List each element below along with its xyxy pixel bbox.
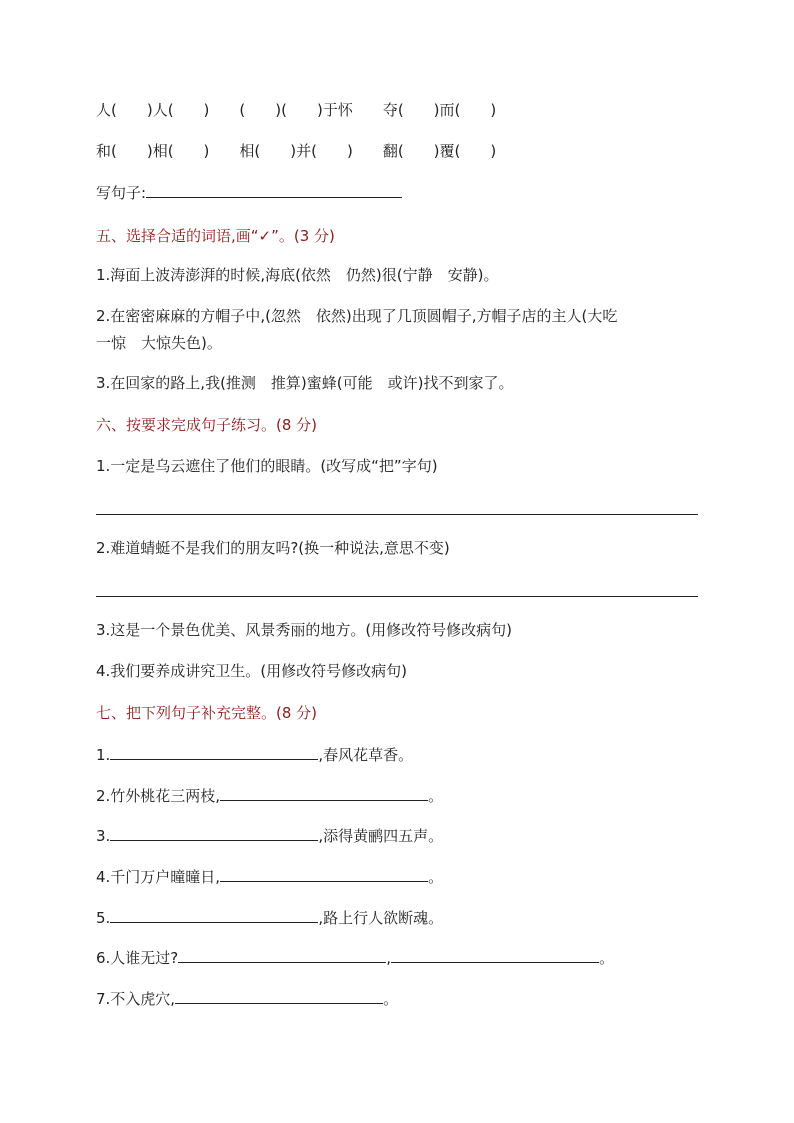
fill-blank[interactable] [175, 988, 383, 1004]
question-text: 7.不入虎穴, [96, 990, 176, 1008]
fill-blank[interactable] [178, 947, 386, 963]
question-text: 4.千门万户曈曈日, [96, 868, 221, 886]
section-5-title-score: ”。(3 分) [271, 227, 335, 245]
question-end: 。 [383, 990, 399, 1008]
section-5-question-1: 1.海面上波涛澎湃的时候,海底(依然 仍然)很(宁静 安静)。 [96, 266, 499, 284]
section-6-title: 六、按要求完成句子练习。(8 分) [96, 416, 318, 434]
write-sentence-row [96, 182, 402, 203]
section-7-question-3 [96, 825, 443, 846]
section-5-question-3: 3.在回家的路上,我(推测 推算)蜜蜂(可能 或许)找不到家了。 [96, 374, 514, 392]
write-sentence-blank[interactable] [146, 182, 402, 198]
answer-line-2[interactable] [96, 596, 698, 597]
question-comma: , [386, 949, 392, 967]
question-end: 。 [428, 868, 444, 886]
fill-blank[interactable] [220, 785, 428, 801]
section-6-question-2: 2.难道蜻蜓不是我们的朋友吗?(换一种说法,意思不变) [96, 539, 450, 557]
fill-blank[interactable] [110, 907, 318, 923]
fill-blank[interactable] [391, 947, 599, 963]
question-number: 3. [96, 827, 111, 845]
question-text: ,路上行人欲断魂。 [318, 909, 444, 927]
section-7-title: 七、把下列句子补充完整。(8 分) [96, 704, 318, 722]
section-5-title [96, 226, 335, 246]
fill-blank[interactable] [220, 866, 428, 882]
section-5-title-text: 五、选择合适的词语,画“ [96, 227, 259, 245]
question-end: 。 [599, 949, 615, 967]
section-6-question-3: 3.这是一个景色优美、风景秀丽的地方。(用修改符号修改病句) [96, 621, 513, 639]
fill-blank[interactable] [110, 744, 318, 760]
question-text: ,春风花草香。 [318, 746, 414, 764]
section-5-question-2-line-2: 一惊 大惊失色)。 [96, 334, 222, 352]
question-text: ,添得黄鹂四五声。 [318, 827, 444, 845]
idiom-row-2: 和( )相( ) 相( )并( ) 翻( )覆( ) [96, 142, 497, 160]
section-7-question-7 [96, 988, 398, 1009]
check-mark-icon: ✓ [258, 227, 272, 245]
write-sentence-label: 写句子: [96, 184, 147, 202]
fill-blank[interactable] [110, 825, 318, 841]
question-text: 6.人谁无过? [96, 949, 179, 967]
section-7-question-2 [96, 785, 443, 806]
question-end: 。 [428, 787, 444, 805]
question-number: 1. [96, 746, 111, 764]
question-text: 2.竹外桃花三两枝, [96, 787, 221, 805]
section-6-question-4: 4.我们要养成讲究卫生。(用修改符号修改病句) [96, 662, 408, 680]
section-7-question-1 [96, 744, 413, 765]
section-5-question-2-line-1: 2.在密密麻麻的方帽子中,(忽然 依然)出现了几顶圆帽子,方帽子店的主人(大吃 [96, 307, 618, 325]
question-number: 5. [96, 909, 111, 927]
answer-line-1[interactable] [96, 514, 698, 515]
section-7-question-6 [96, 947, 614, 968]
section-6-question-1: 1.一定是乌云遮住了他们的眼睛。(改写成“把”字句) [96, 457, 438, 475]
section-7-question-5 [96, 907, 443, 928]
idiom-row-1: 人( )人( ) ( )( )于怀 夺( )而( ) [96, 101, 497, 119]
section-7-question-4 [96, 866, 443, 887]
